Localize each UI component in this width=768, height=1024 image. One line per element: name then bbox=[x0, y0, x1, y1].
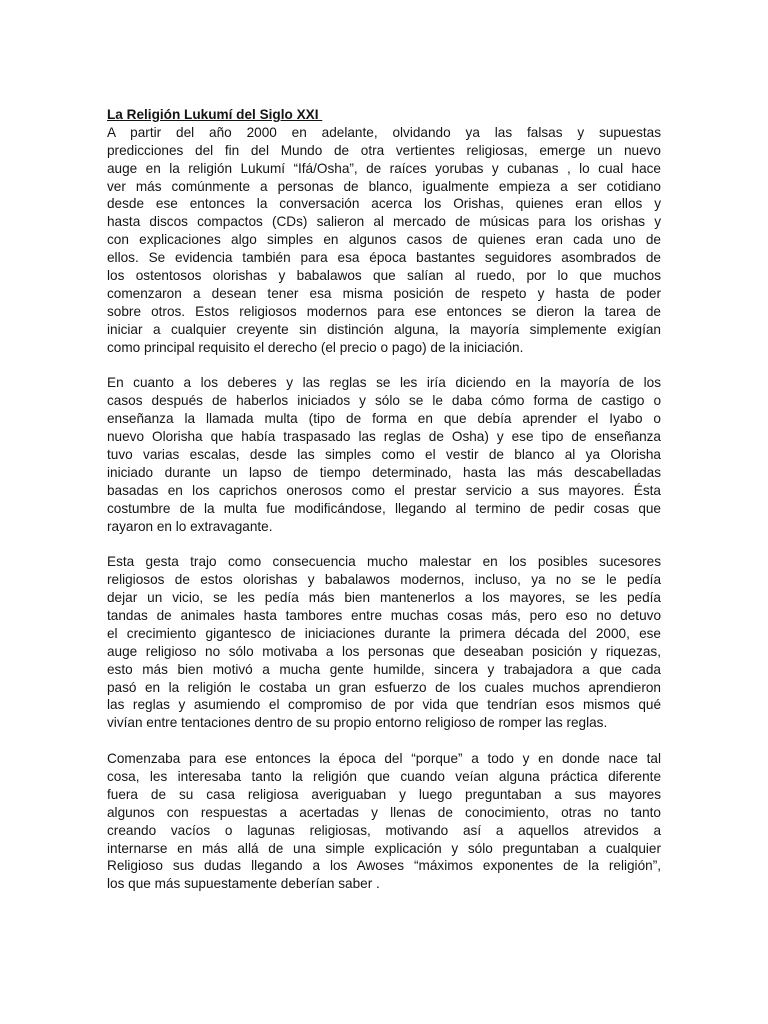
paragraph-line: fuera de su casa religiosa averiguaban y luego preguntaban a sus mayores bbox=[107, 786, 661, 802]
paragraph-container bbox=[107, 124, 661, 893]
paragraph-line: ellos. Se evidencia también para esa época bastantes seguidores asombrados de bbox=[107, 250, 661, 266]
paragraph-line: internarse en más allá de una simple explicación y sólo preguntaban a cualquier bbox=[107, 840, 661, 856]
paragraph-line: enseñanza la llamada multa (tipo de forma en que debía aprender el Iyabo o bbox=[107, 411, 661, 427]
paragraph-line: como principal requisito el derecho (el precio o pago) de la iniciación. bbox=[107, 339, 524, 355]
paragraph bbox=[107, 750, 661, 893]
paragraph-line: Comenzaba para ese entonces la época del “porque” a todo y en donde nace tal bbox=[107, 751, 661, 767]
paragraph-line: Esta gesta trajo como consecuencia mucho malestar en los posibles sucesores bbox=[107, 554, 661, 570]
paragraph-line: nuevo Olorisha que había traspasado las reglas de Osha) y ese tipo de enseñanza bbox=[107, 429, 661, 445]
paragraph-line: En cuanto a los deberes y las reglas se les iría diciendo en la mayoría de los bbox=[107, 375, 661, 391]
paragraph-line: comenzaron a desean tener esa misma posición de respeto y hasta de poder bbox=[107, 285, 661, 301]
paragraph bbox=[107, 553, 661, 732]
paragraph-line: tandas de animales hasta tambores entre muchas cosas más, pero eso no detuvo bbox=[107, 607, 661, 623]
paragraph-line: cosa, les interesaba tanto la religión que cuando veían alguna práctica diferente bbox=[107, 768, 661, 784]
paragraph-line: A partir del año 2000 en adelante, olvidando ya las falsas y supuestas bbox=[107, 124, 661, 140]
paragraph-line: basadas en los caprichos onerosos como el prestar servicio a sus mayores. Ésta bbox=[107, 482, 661, 498]
paragraph-line: pasó en la religión le costaba un gran esfuerzo de los cuales muchos aprendieron bbox=[107, 679, 661, 695]
paragraph-line: Religioso sus dudas llegando a los Awoses “máximos exponentes de la religión”, bbox=[107, 858, 661, 874]
paragraph-line: esto más bien motivó a mucha gente humilde, sincera y trabajadora a que cada bbox=[107, 661, 661, 677]
paragraph-line: rayaron en lo extravagante. bbox=[107, 518, 273, 534]
paragraph-line: desde ese entonces la conversación acerca los Orishas, quienes eran ellos y bbox=[107, 196, 661, 212]
paragraph-line: vivían entre tentaciones dentro de su propio entorno religioso de romper las reglas. bbox=[107, 715, 608, 731]
paragraph bbox=[107, 374, 661, 535]
paragraph-line: tuvo varias escalas, desde las simples como el vestir de blanco al ya Olorisha bbox=[107, 446, 661, 462]
paragraph-line: religiosos de estos olorishas y babalawos modernos, incluso, ya no se le pedía bbox=[107, 572, 661, 588]
paragraph-line: dejar un vicio, se les pedía más bien mantenerlos a los mayores, se les pedía bbox=[107, 590, 661, 606]
paragraph-line: auge en la religión Lukumí “Ifá/Osha”, de raíces yorubas y cubanas , lo cual hace bbox=[107, 160, 661, 176]
paragraph-line: ver más comúnmente a personas de blanco, igualmente empieza a ser cotidiano bbox=[107, 178, 661, 194]
paragraph-line: sobre otros. Estos religiosos modernos para ese entonces se dieron la tarea de bbox=[107, 303, 661, 319]
document-title: La Religión Lukumí del Siglo XXI bbox=[107, 107, 323, 122]
paragraph-line: auge religioso no sólo motivaba a los personas que deseaban posición y riquezas, bbox=[107, 643, 661, 659]
paragraph-line: el crecimiento gigantesco de iniciaciones durante la primera década del 2000, ese bbox=[107, 625, 661, 641]
paragraph-line: los ostentosos olorishas y babalawos que salían al ruedo, por lo que muchos bbox=[107, 268, 661, 284]
paragraph-line: los que más supuestamente deberían saber . bbox=[107, 876, 380, 892]
paragraph bbox=[107, 124, 661, 357]
paragraph-line: iniciado durante un lapso de tiempo determinado, hasta las más descabelladas bbox=[107, 464, 661, 480]
paragraph-line: algunos con respuestas a acertadas y llenas de conocimiento, otras no tanto bbox=[107, 804, 661, 820]
paragraph-line: con explicaciones algo simples en algunos casos de quienes eran cada uno de bbox=[107, 232, 661, 248]
paragraph-line: iniciar a cualquier creyente sin distinción alguna, la mayoría simplemente exigían bbox=[107, 321, 661, 337]
document-body bbox=[107, 106, 661, 911]
paragraph-line: las reglas y asumiendo el compromiso de por vida que tendrían esos mismos qué bbox=[107, 697, 661, 713]
paragraph-line: casos después de haberlos iniciados y sólo se le daba cómo forma de castigo o bbox=[107, 393, 661, 409]
paragraph-line: costumbre de la multa fue modificándose, llegando al termino de pedir cosas que bbox=[107, 500, 661, 516]
paragraph-line: creando vacíos o lagunas religiosas, motivando así a aquellos atrevidos a bbox=[107, 822, 661, 838]
paragraph-line: predicciones del fin del Mundo de otra vertientes religiosas, emerge un nuevo bbox=[107, 142, 661, 158]
paragraph-line: hasta discos compactos (CDs) salieron al mercado de músicas para los orishas y bbox=[107, 214, 661, 230]
